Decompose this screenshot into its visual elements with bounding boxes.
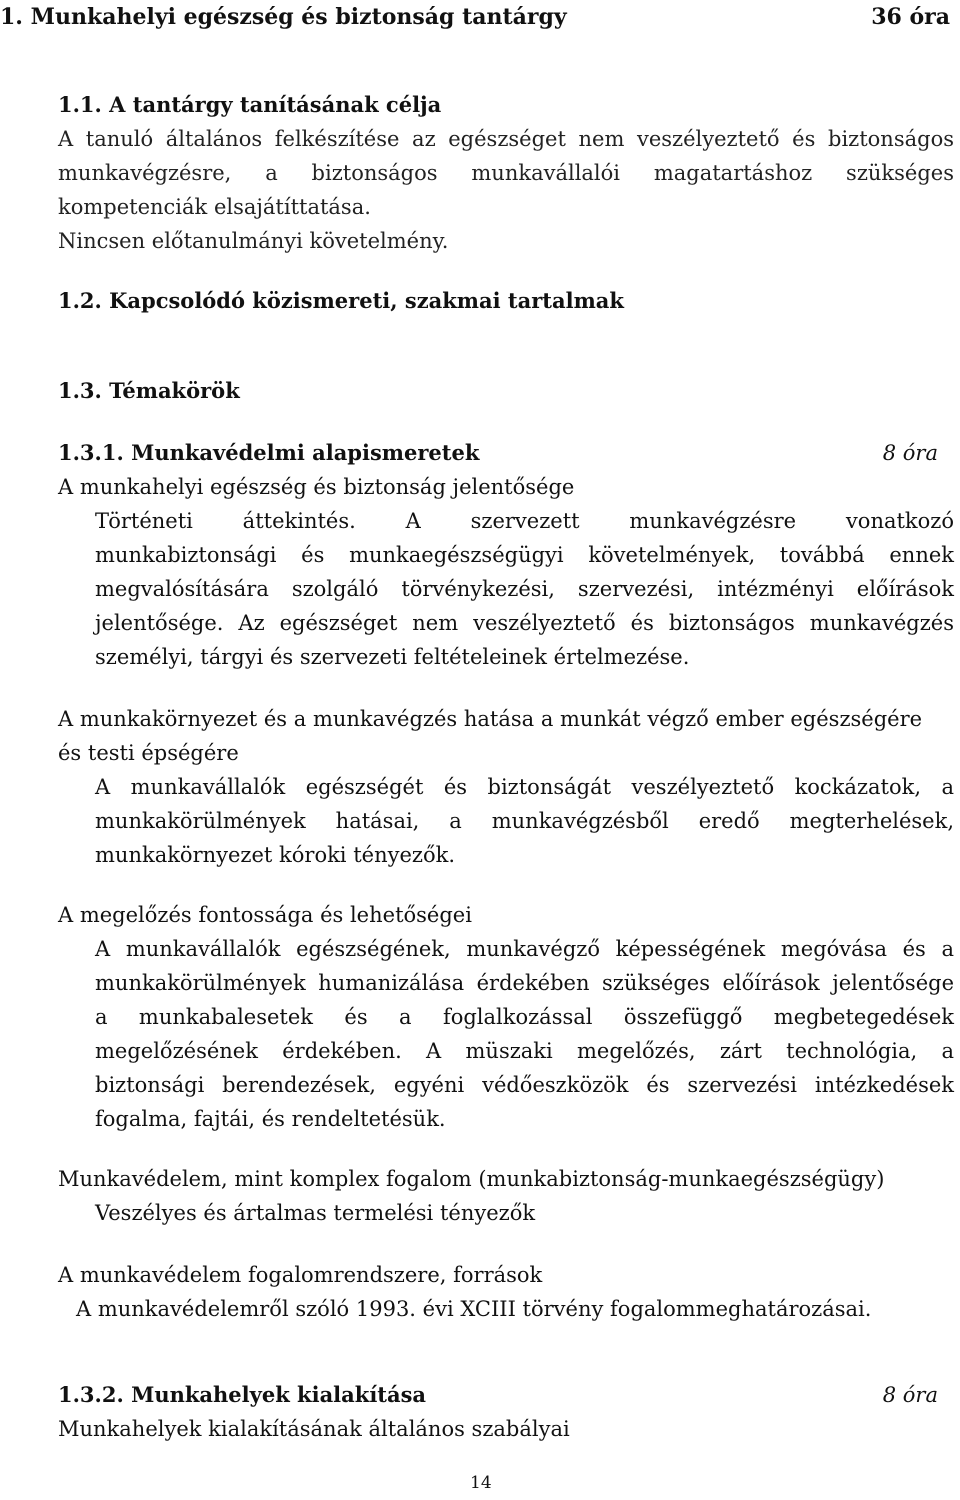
paragraph-line: A munkavállalók egészségének, munkavégző képességének megóvása és a [95,937,954,961]
topic-subheading: A munkahelyi egészség és biztonság jelentősége [58,475,575,499]
paragraph-line: munkabiztonsági és munkaegészségügyi követelmények, továbbá ennek [95,543,954,567]
subheading-concept-system: A munkavédelem fogalomrendszere, források [58,1263,543,1287]
paragraph-line: Történeti áttekintés. A szervezett munkavégzésre vonatkozó [95,509,954,533]
paragraph-line: fogalma, fajtái, és rendeltetésük. [95,1107,446,1131]
paragraph-line: megvalósítására szolgáló törvénykezési, szervezési, intézményi előírások [95,577,954,601]
chapter-title: 1. Munkahelyi egészség és biztonság tantárgy [0,4,567,30]
goal-line-2: munkavégzésre, a biztonságos munkavállalói magatartáshoz szükséges [58,161,954,185]
topic-hours-1-3-1: 8 óra [882,441,938,465]
subheading-work-environment: A munkakörnyezet és a munkavégzés hatása a munkát végző ember egészségére [58,707,923,731]
subheading-work-environment-cont: és testi épségére [58,741,239,765]
goal-line-1: A tanuló általános felkészítése az egészséget nem veszélyeztető és biztonságos [58,127,954,151]
prerequisite-line: Nincsen előtanulmányi követelmény. [58,229,449,253]
chapter-hours: 36 óra [871,4,950,30]
paragraph-line: A munkavállalók egészségét és biztonságát veszélyeztető kockázatok, a [95,775,954,799]
paragraph-line: a munkabalesetek és a foglalkozással összefüggő megbetegedések [95,1005,954,1029]
paragraph-line: biztonsági berendezések, egyéni védőeszközök és szervezési intézkedések [95,1073,954,1097]
section-heading-1-3: 1.3. Témakörök [58,378,240,403]
subheading-prevention: A megelőzés fontossága és lehetőségei [58,903,472,927]
paragraph-line: Veszélyes és ártalmas termelési tényezők [95,1201,536,1225]
paragraph-line: A munkavédelemről szóló 1993. évi XCIII törvény fogalommeghatározásai. [76,1297,872,1321]
paragraph-line: munkakörnyezet kóroki tényezők. [95,843,455,867]
page-number: 14 [470,1473,492,1493]
topic-heading-1-3-2: 1.3.2. Munkahelyek kialakítása [58,1382,427,1407]
topic-hours-1-3-2: 8 óra [882,1383,938,1407]
paragraph-line: munkakörülmények hatásai, a munkavégzésből eredő megterhelések, [95,809,954,833]
topic-heading-1-3-1: 1.3.1. Munkavédelmi alapismeretek [58,440,480,465]
section-heading-1-1: 1.1. A tantárgy tanításának célja [58,92,442,117]
subheading-complex-concept: Munkavédelem, mint komplex fogalom (munkabiztonság-munkaegészségügy) [58,1167,885,1191]
paragraph-line: jelentősége. Az egészséget nem veszélyeztető és biztonságos munkavégzés [95,611,954,635]
paragraph-line: személyi, tárgyi és szervezeti feltételeinek értelmezése. [95,645,690,669]
paragraph-line: munkakörülmények humanizálása érdekében szükséges előírások jelentősége [95,971,954,995]
paragraph-line: megelőzésének érdekében. A müszaki megelőzés, zárt technológia, a [95,1039,954,1063]
section-heading-1-2: 1.2. Kapcsolódó közismereti, szakmai tartalmak [58,288,624,313]
topic-subheading: Munkahelyek kialakításának általános szabályai [58,1417,570,1441]
goal-line-3: kompetenciák elsajátíttatása. [58,195,371,219]
